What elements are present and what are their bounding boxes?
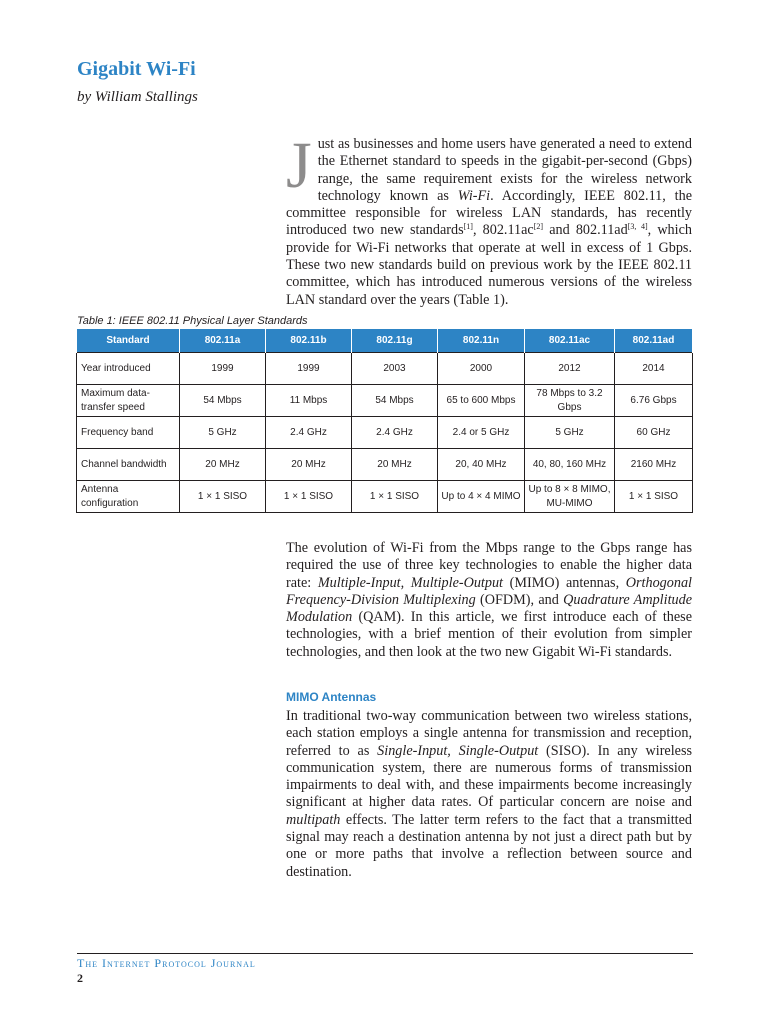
table-cell: 1999 bbox=[266, 353, 352, 385]
table-cell: 2012 bbox=[525, 353, 615, 385]
table-cell: 5 GHz bbox=[180, 417, 266, 449]
page-number: 2 bbox=[77, 971, 83, 985]
table-cell: 20 MHz bbox=[180, 449, 266, 481]
table-row bbox=[77, 481, 693, 513]
table-cell: 2003 bbox=[352, 353, 438, 385]
column-header: Standard bbox=[77, 329, 180, 353]
table-cell: 2000 bbox=[438, 353, 525, 385]
table-cell: 2160 MHz bbox=[615, 449, 693, 481]
para3-text-c: effects. The latter term refers to the fact that a transmitted signal may reach a destination antenna by not just a direct path but by one or more paths that involve a reflection between source and destination. bbox=[286, 811, 692, 880]
para2-text-a: The evolution of Wi-Fi from the Mbps range to the Gbps range has required the use of three key technologies to enable the higher data rate: bbox=[286, 540, 692, 591]
article-title: Gigabit Wi-Fi bbox=[77, 58, 196, 80]
column-header: 802.11n bbox=[438, 329, 525, 353]
table-cell: 60 GHz bbox=[615, 417, 693, 449]
table-cell: 1 × 1 SISO bbox=[266, 481, 352, 513]
reference-1[interactable]: [1] bbox=[463, 222, 473, 232]
table-cell: 78 Mbps to 3.2 Gbps bbox=[525, 385, 615, 417]
table-cell: 11 Mbps bbox=[266, 385, 352, 417]
table-cell: 1999 bbox=[180, 353, 266, 385]
para2-text-b: (MIMO) antennas, bbox=[503, 574, 626, 591]
evolution-paragraph bbox=[286, 540, 692, 661]
intro-text-3: , 802.11ac bbox=[472, 222, 534, 239]
table-cell: 54 Mbps bbox=[352, 385, 438, 417]
table-row bbox=[77, 385, 693, 417]
intro-text-1: ust as businesses and home users have generated a need to extend the Ethernet standard to speeds in the gigabit-per-second (Gbps) range, the same requirement exists for the wireless network technology known as bbox=[317, 136, 692, 204]
table-cell: 40, 80, 160 MHz bbox=[525, 449, 615, 481]
para3-text-a: In traditional two-way communication between two wireless stations, each station employs a single antenna for transmission and reception, referred to as bbox=[286, 708, 692, 759]
table-row bbox=[77, 449, 693, 481]
reference-2[interactable]: [2] bbox=[533, 222, 544, 232]
journal-name: The Internet Protocol Journal bbox=[77, 956, 256, 970]
qam-term: Quadrature Amplitude Modulation bbox=[286, 591, 692, 626]
table-cell: 1 × 1 SISO bbox=[352, 481, 438, 513]
intro-text-4: and 802.11ad bbox=[543, 222, 628, 239]
column-header: 802.11b bbox=[266, 329, 352, 353]
para2-text-d: (QAM). In this article, we first introduce each of these technologies, with a brief mention of their evolution from simpler technologies, and then look at the two new Gigabit Wi-Fi standards. bbox=[286, 609, 692, 660]
table-cell: 20 MHz bbox=[352, 449, 438, 481]
table-cell: 20 MHz bbox=[266, 449, 352, 481]
column-header: 802.11a bbox=[180, 329, 266, 353]
table-cell: 2.4 or 5 GHz bbox=[438, 417, 525, 449]
table-cell: Up to 4 × 4 MIMO bbox=[438, 481, 525, 513]
table-cell: Up to 8 × 8 MIMO, MU-MIMO bbox=[525, 481, 615, 513]
multipath-term: multipath bbox=[286, 811, 341, 828]
table-cell: 20, 40 MHz bbox=[438, 449, 525, 481]
intro-text-2: . Accordingly, IEEE 802.11, the committee responsible for wireless LAN standards, has recently introduced two new standards bbox=[286, 187, 692, 239]
siso-term: Single-Input, Single-Output bbox=[377, 742, 539, 759]
intro-wifi-term: Wi-Fi bbox=[457, 187, 491, 204]
table-cell: 2.4 GHz bbox=[266, 417, 352, 449]
table-header-row bbox=[77, 329, 693, 353]
table-row bbox=[77, 417, 693, 449]
para2-text-c: (OFDM), and bbox=[475, 591, 564, 608]
table-cell: 54 Mbps bbox=[180, 385, 266, 417]
ofdm-term: Orthogonal Frequency-Division Multiplexing bbox=[286, 574, 692, 608]
table-cell: 5 GHz bbox=[525, 417, 615, 449]
row-header: Year introduced bbox=[77, 353, 180, 385]
drop-cap: J bbox=[286, 129, 312, 202]
column-header: 802.11ac bbox=[525, 329, 615, 353]
intro-paragraph bbox=[286, 129, 692, 309]
column-header: 802.11g bbox=[352, 329, 438, 353]
table-cell: 2.4 GHz bbox=[352, 417, 438, 449]
row-header: Frequency band bbox=[77, 417, 180, 449]
table-row bbox=[77, 353, 693, 385]
reference-3-4[interactable]: [3, 4] bbox=[627, 222, 648, 232]
table-cell: 2014 bbox=[615, 353, 693, 385]
article-byline: by William Stallings bbox=[77, 89, 198, 105]
row-header: Channel bandwidth bbox=[77, 449, 180, 481]
table-cell: 65 to 600 Mbps bbox=[438, 385, 525, 417]
row-header: Maximum data-transfer speed bbox=[77, 385, 180, 417]
mimo-paragraph bbox=[286, 708, 692, 881]
standards-table bbox=[76, 329, 693, 513]
column-header: 802.11ad bbox=[615, 329, 693, 353]
table-cell: 1 × 1 SISO bbox=[615, 481, 693, 513]
footer-divider bbox=[77, 953, 693, 954]
mimo-term: Multiple-Input, Multiple-Output bbox=[317, 574, 503, 591]
intro-text-5: , which provide for Wi-Fi networks that operate at well in excess of 1 Gbps. These two new standards build on previous work by the IEEE 802.11 committee, which has introduced numerous versions of the wireless LAN standard over the years (Table 1). bbox=[286, 222, 692, 308]
row-header: Antenna configuration bbox=[77, 481, 180, 513]
table-cell: 6.76 Gbps bbox=[615, 385, 693, 417]
section-heading: MIMO Antennas bbox=[286, 690, 377, 704]
table-cell: 1 × 1 SISO bbox=[180, 481, 266, 513]
table-caption: Table 1: IEEE 802.11 Physical Layer Standards bbox=[77, 315, 308, 327]
para3-text-b: (SISO). In any wireless communication system, there are numerous forms of transmission impairments to deal with, and these impairments become increasingly significant at higher data rates. Of particular concern are noise and bbox=[286, 742, 693, 811]
